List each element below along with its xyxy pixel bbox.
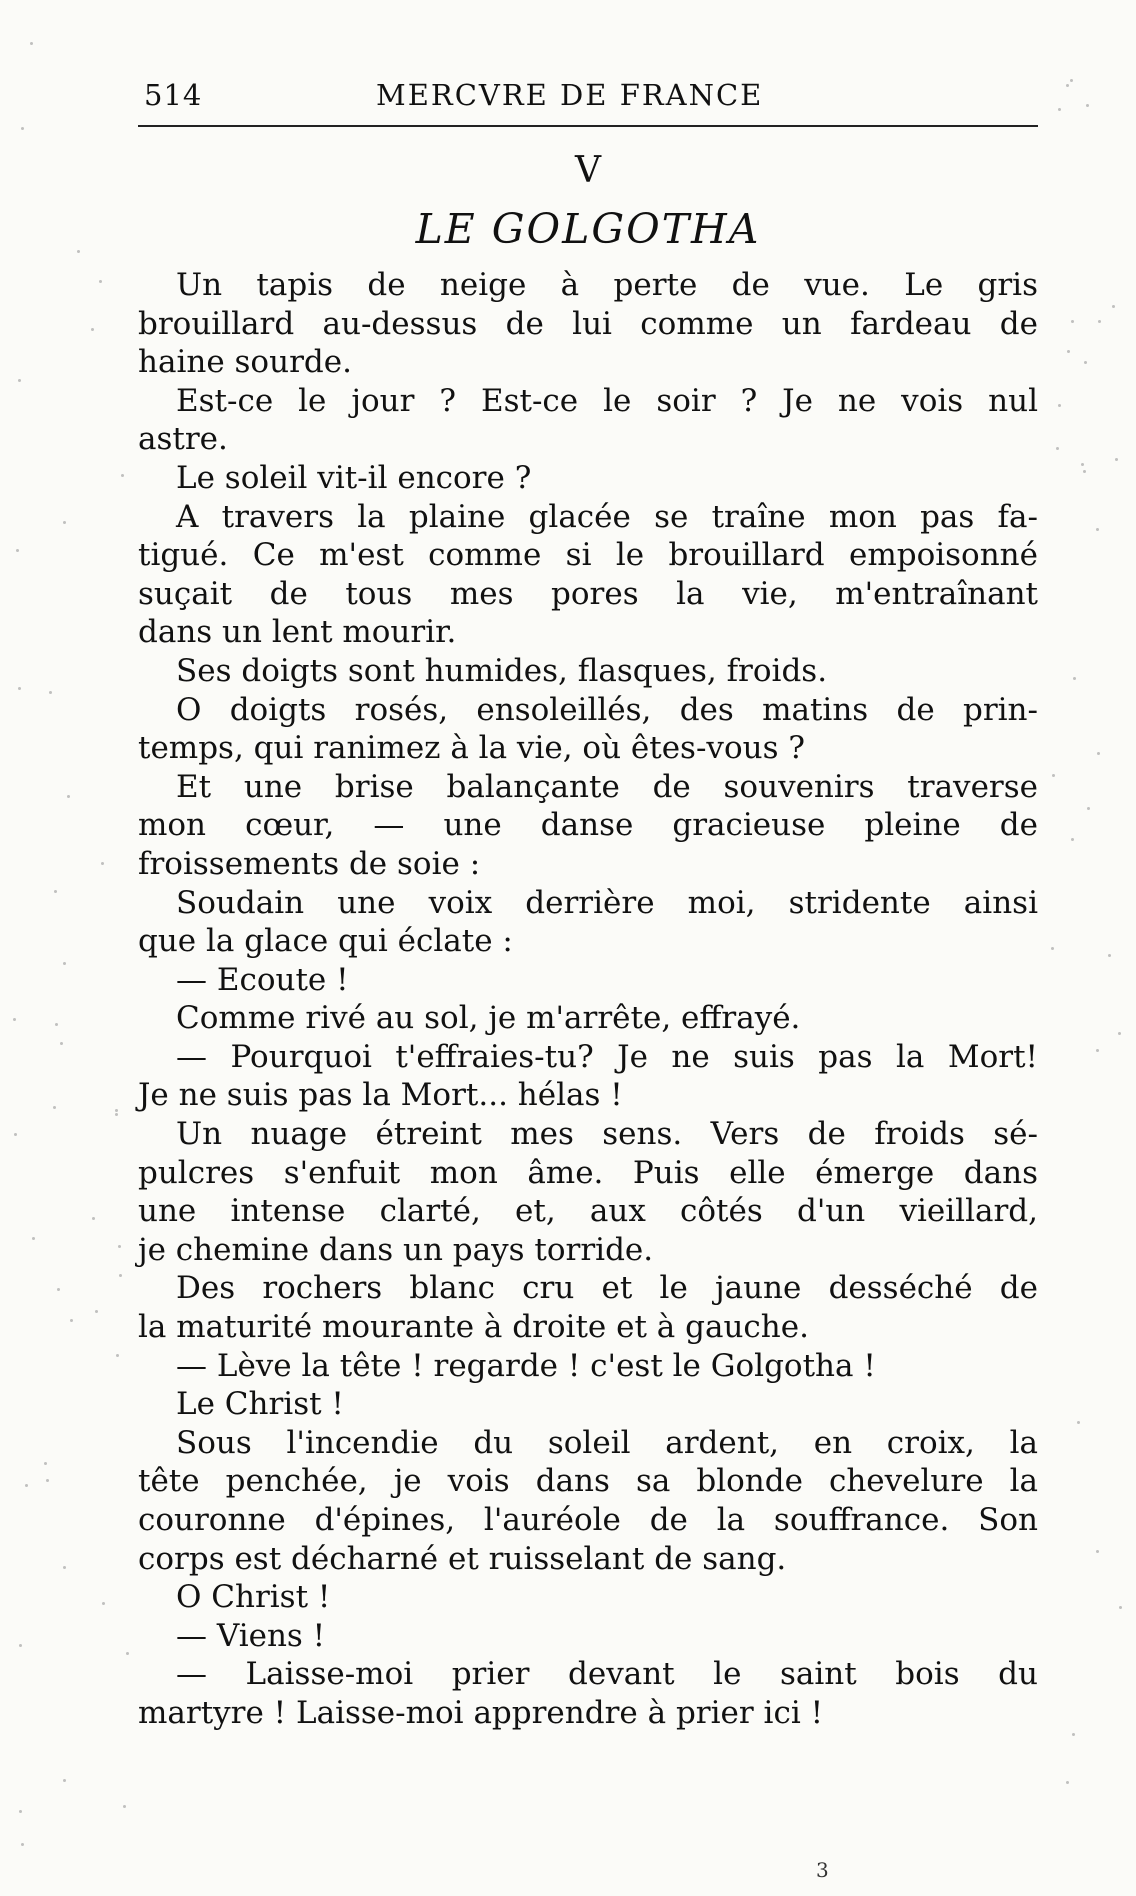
scan-speck — [46, 1479, 49, 1482]
scan-speck — [1072, 1733, 1075, 1736]
scan-speck — [1086, 104, 1089, 107]
scan-speck — [1073, 677, 1076, 680]
text-line: Soudain une voix derrière moi, stridente ainsi — [176, 884, 1038, 921]
scan-speck — [63, 1779, 66, 1782]
scan-speck — [102, 1602, 105, 1605]
scan-speck — [21, 127, 24, 130]
scan-speck — [1098, 320, 1101, 323]
scan-speck — [115, 1109, 118, 1112]
scan-speck — [13, 1018, 16, 1021]
body-text — [138, 266, 1038, 1733]
scan-speck — [63, 521, 66, 524]
text-line: astre. — [138, 421, 228, 458]
text-line: tigué. Ce m'est comme si le brouillard empoisonné — [138, 537, 1038, 574]
scan-speck — [1096, 1550, 1099, 1553]
scan-speck — [44, 1462, 47, 1465]
text-line: une intense clarté, et, aux côtés d'un vieillard, — [138, 1193, 1038, 1230]
scan-speck — [92, 1217, 95, 1220]
scan-speck — [1118, 1032, 1121, 1035]
scan-speck — [32, 1237, 35, 1240]
scan-speck — [60, 1042, 63, 1045]
scan-speck — [1056, 447, 1059, 450]
text-line: — Lève la tête ! regarde ! c'est le Golgotha ! — [176, 1347, 876, 1384]
text-line: brouillard au-dessus de lui comme un fardeau de — [138, 305, 1038, 342]
scan-speck — [1051, 947, 1054, 950]
scan-speck — [1071, 838, 1074, 841]
scan-speck — [1112, 305, 1115, 308]
text-line: Est-ce le jour ? Est-ce le soir ? Je ne vois nul — [176, 382, 1038, 419]
text-line: — Pourquoi t'effraies-tu? Je ne suis pas la Mort! — [176, 1038, 1038, 1075]
text-line: — Viens ! — [176, 1617, 326, 1654]
scan-speck — [14, 1133, 17, 1136]
text-line: Des rochers blanc cru et le jaune desséché de — [176, 1270, 1038, 1307]
text-line: Le soleil vit-il encore ? — [176, 459, 532, 496]
text-line: martyre ! Laisse-moi apprendre à prier ici ! — [138, 1694, 824, 1731]
text-line: mon cœur, — une danse gracieuse pleine de — [138, 807, 1038, 844]
scan-speck — [18, 379, 21, 382]
signature-mark: 3 — [816, 1858, 829, 1882]
text-line: Sous l'incendie du soleil ardent, en croix, la — [176, 1424, 1038, 1461]
text-line: que la glace qui éclate : — [138, 923, 513, 960]
scan-speck — [21, 1843, 24, 1846]
scan-speck — [53, 1106, 56, 1109]
scan-speck — [1052, 774, 1055, 777]
text-line: je chemine dans un pays torride. — [138, 1231, 654, 1268]
scan-speck — [91, 328, 94, 331]
scan-speck — [67, 795, 70, 798]
scan-speck — [119, 1274, 122, 1277]
scan-speck — [57, 1288, 60, 1291]
scan-speck — [1066, 1781, 1069, 1784]
scan-speck — [16, 549, 19, 552]
text-line: suçait de tous mes pores la vie, m'entraînant — [138, 575, 1038, 612]
scan-speck — [1083, 470, 1086, 473]
scan-speck — [1070, 79, 1073, 82]
scan-speck — [1087, 807, 1090, 810]
scan-speck — [30, 42, 33, 45]
text-line: O doigts rosés, ensoleillés, des matins de prin- — [176, 691, 1038, 728]
scan-speck — [115, 1113, 118, 1116]
scan-speck — [1108, 954, 1111, 957]
scan-speck — [123, 1805, 126, 1808]
text-line: Je ne suis pas la Mort... hélas ! — [138, 1077, 623, 1114]
text-line: Le Christ ! — [176, 1386, 344, 1423]
scan-speck — [1115, 458, 1118, 461]
text-line: haine sourde. — [138, 344, 352, 381]
scan-speck — [55, 1023, 58, 1026]
scan-speck — [18, 687, 21, 690]
page-number: 514 — [144, 78, 203, 112]
text-line: O Christ ! — [176, 1579, 331, 1616]
text-line: Comme rivé au sol, je m'arrête, effrayé. — [176, 1000, 801, 1037]
text-line: tête penchée, je vois dans sa blonde chevelure la — [138, 1463, 1038, 1500]
text-line: Un tapis de neige à perte de vue. Le gris — [176, 267, 1038, 303]
scan-speck — [63, 1566, 66, 1569]
scan-speck — [1096, 1049, 1099, 1052]
scan-speck — [1058, 108, 1061, 111]
text-line: pulcres s'enfuit mon âme. Puis elle émerge dans — [138, 1154, 1038, 1191]
chapter-number: V — [575, 150, 601, 191]
text-line: la maturité mourante à droite et à gauche. — [138, 1309, 809, 1346]
scan-speck — [1077, 1421, 1080, 1424]
scan-speck — [1071, 320, 1074, 323]
scan-speck — [99, 280, 102, 283]
scan-speck — [121, 474, 124, 477]
scan-speck — [1119, 1606, 1122, 1609]
text-line: dans un lent mourir. — [138, 614, 457, 651]
scan-speck — [1066, 84, 1069, 87]
scan-speck — [118, 1245, 121, 1248]
text-line: temps, qui ranimez à la vie, où êtes-vous ? — [138, 730, 805, 767]
text-line: froissements de soie : — [138, 845, 481, 882]
text-line: Et une brise balançante de souvenirs traverse — [176, 768, 1038, 805]
text-line: Un nuage étreint mes sens. Vers de froids sé- — [176, 1116, 1038, 1153]
text-line: corps est décharné et ruisselant de sang. — [138, 1540, 787, 1577]
scan-speck — [1096, 528, 1099, 531]
scan-speck — [19, 1810, 22, 1813]
scan-speck — [116, 1354, 119, 1357]
scan-speck — [1067, 350, 1070, 353]
text-line: couronne d'épines, l'auréole de la souffrance. Son — [138, 1502, 1038, 1538]
scan-speck — [70, 1319, 73, 1322]
scan-speck — [1084, 361, 1087, 364]
scan-speck — [63, 962, 66, 965]
scan-speck — [54, 890, 57, 893]
chapter-title: LE GOLGOTHA — [415, 205, 761, 253]
scan-speck — [101, 862, 104, 865]
text-line: Ses doigts sont humides, flasques, froids. — [176, 652, 828, 689]
running-head — [138, 68, 1038, 116]
header-rule — [138, 125, 1038, 127]
text-line: — Laisse-moi prier devant le saint bois du — [176, 1656, 1038, 1693]
scan-speck — [19, 1644, 22, 1647]
scan-speck — [1081, 463, 1084, 466]
scan-speck — [1058, 404, 1061, 407]
text-line: A travers la plaine glacée se traîne mon pas fa- — [176, 498, 1038, 535]
scan-speck — [1097, 752, 1100, 755]
text-line: — Ecoute ! — [176, 961, 349, 998]
scan-speck — [95, 1310, 98, 1313]
scan-speck — [49, 691, 52, 694]
scan-speck — [126, 1652, 129, 1655]
journal-title: MERCVRE DE FRANCE — [376, 78, 764, 112]
scan-speck — [25, 1484, 28, 1487]
